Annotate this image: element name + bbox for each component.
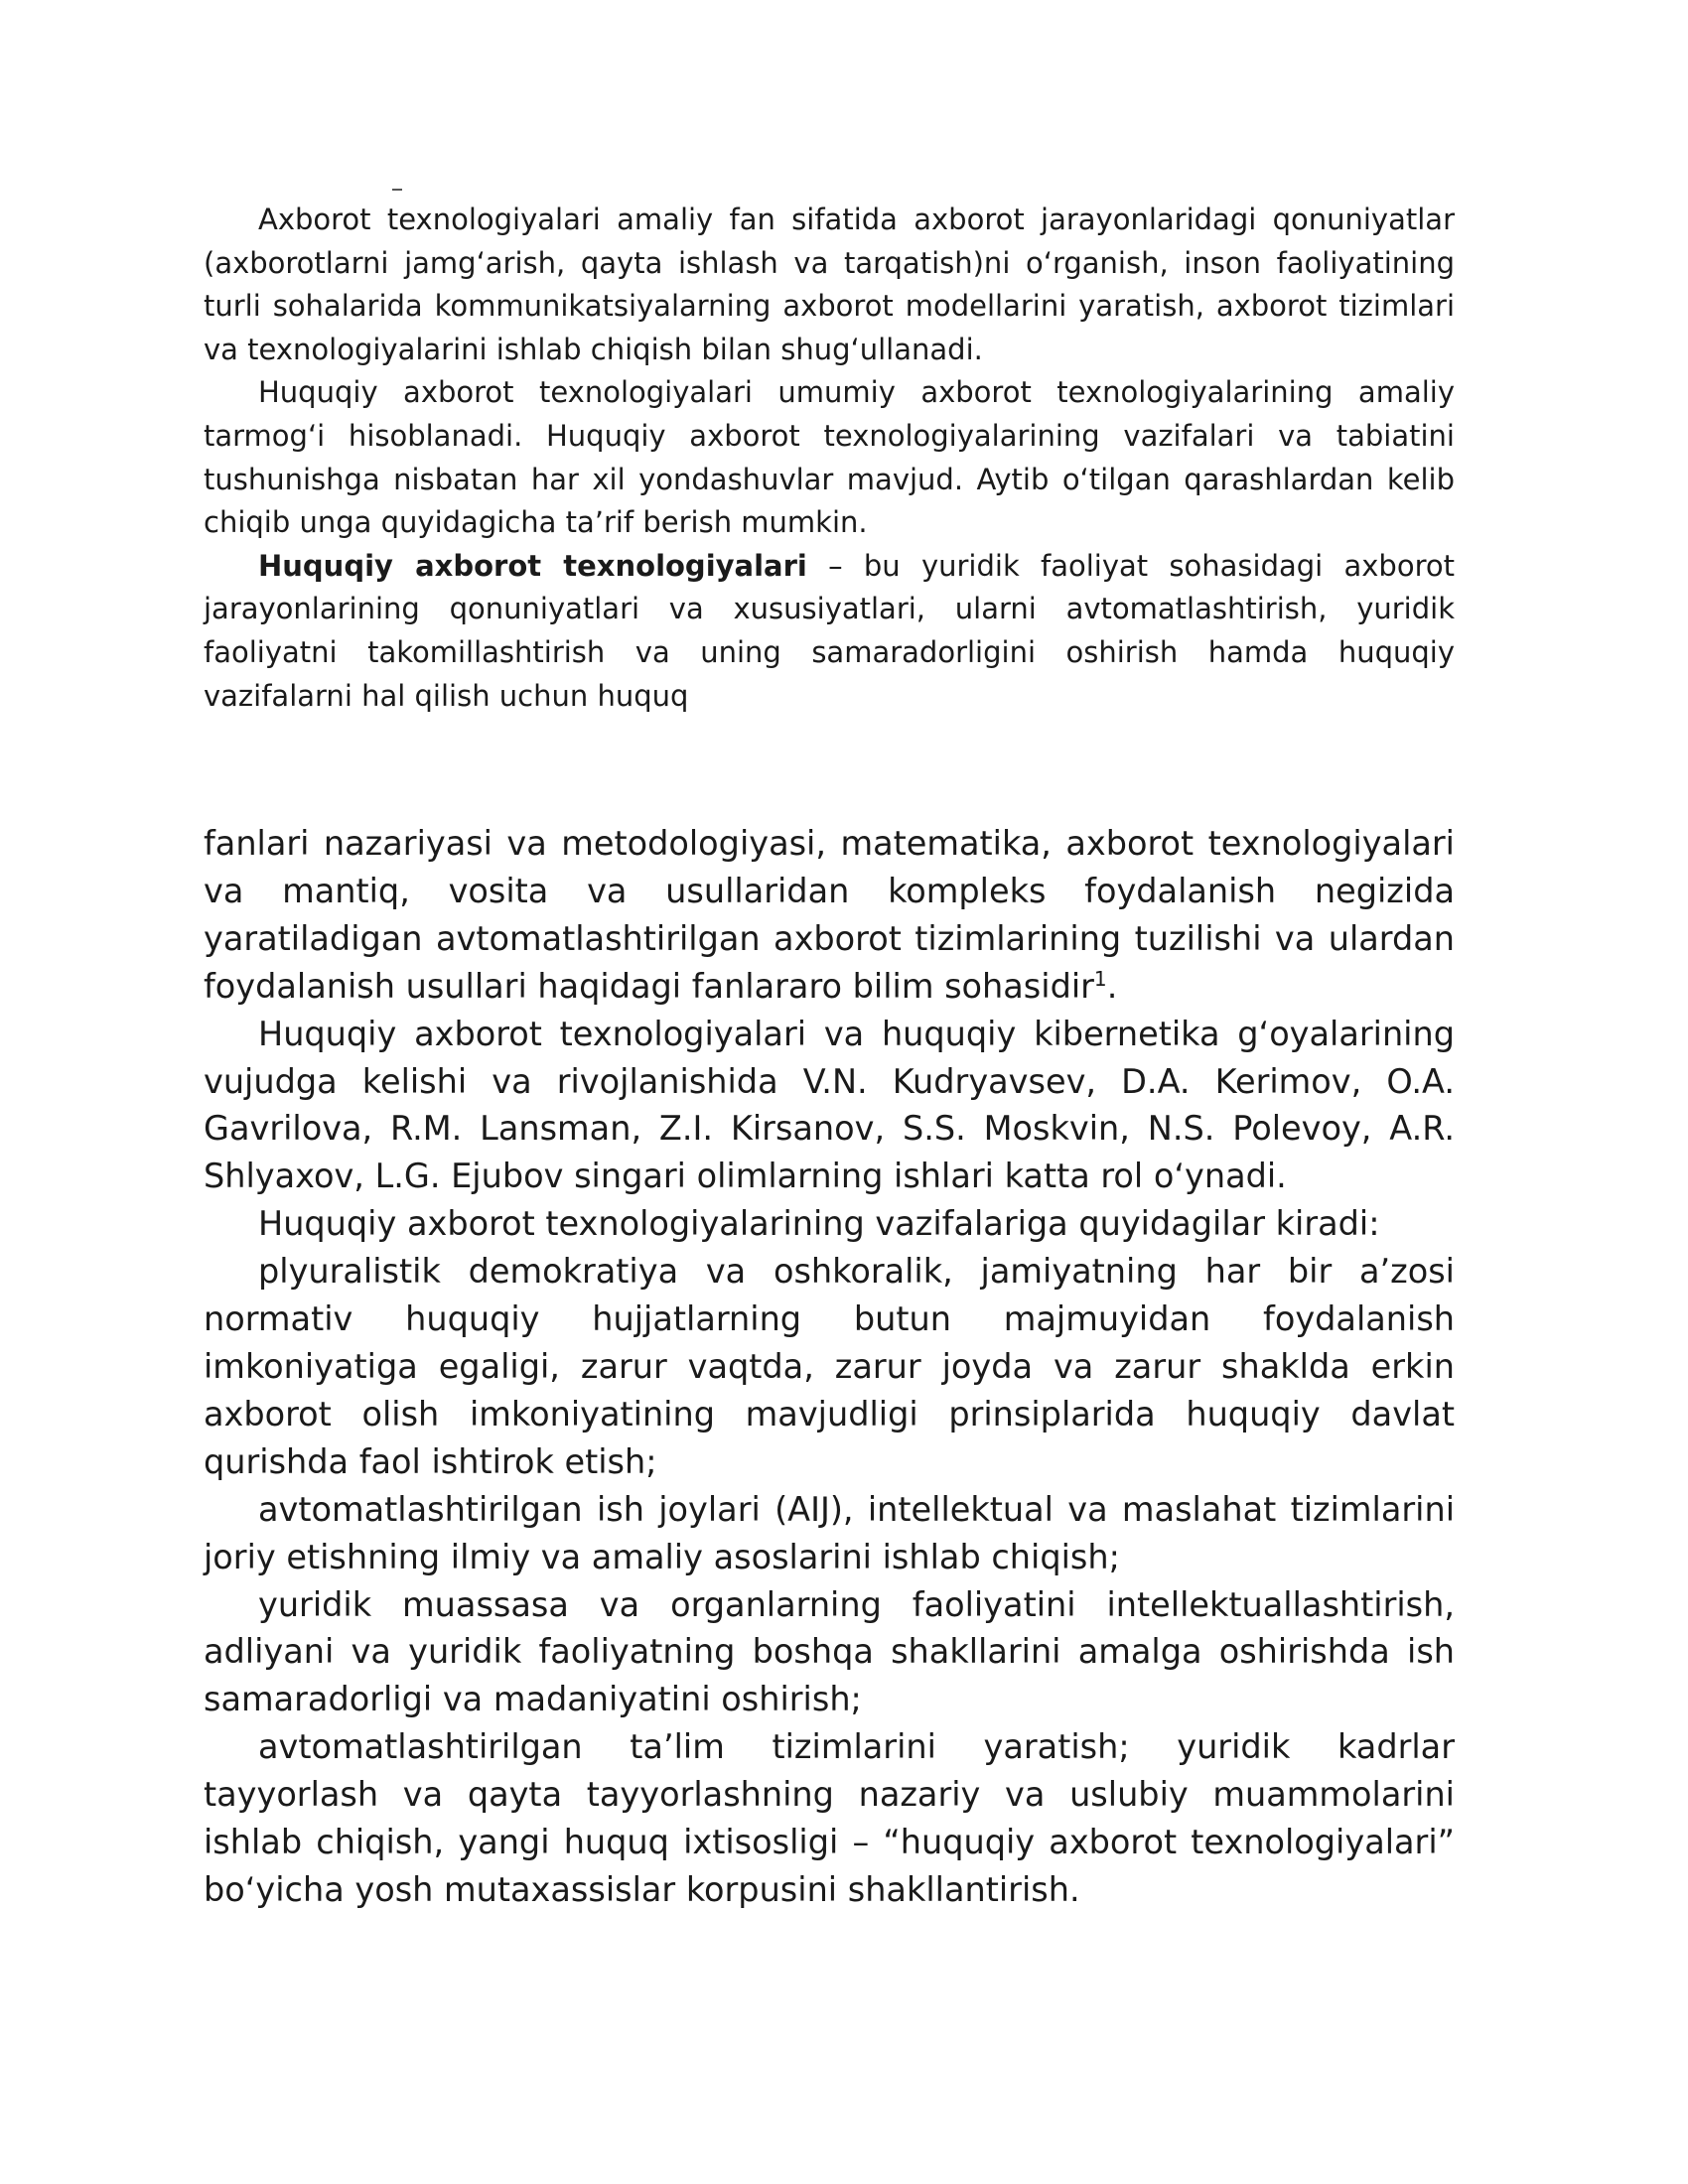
paragraph-task-education: avtomatlashtirilgan ta’lim tizimlarini yaratish; yuridik kadrlar tayyorlash va qayta tayyorlashning nazariy va uslubiy muammolarini ishlab chiqish, yangi huquq ixtisosligi – “huquqiy axborot texnologiyalari” bo‘yicha yosh mutaxassislar korpusini shakllantirish. bbox=[204, 1727, 1455, 1909]
lower-text-block bbox=[204, 820, 1455, 1914]
paragraph-task-workplaces: avtomatlashtirilgan ish joylari (AIJ), intellektual va maslahat tizimlarini joriy etishning ilmiy va amaliy asoslarini ishlab chiqish; bbox=[204, 1489, 1455, 1576]
paragraph-legal-it-branch: Huquqiy axborot texnologiyalari umumiy axborot texnologiyalarining amaliy tarmog‘i hisoblanadi. Huquqiy axborot texnologiyalarining vazifalari va tabiatini tushunishga nisbatan har xil yondashuvlar mavjud. Aytib o‘tilgan qarashlardan kelib chiqib unga quyidagicha ta’rif berish mumkin. bbox=[204, 375, 1455, 540]
paragraph-task-democracy: plyuralistik demokratiya va oshkoralik, jamiyatning har bir a’zosi normativ huquqiy hujjatlarning butun majmuyidan foydalanish imkoniyatiga egaligi, zarur vaqtda, zarur joyda va zarur shaklda erkin axborot olish imkoniyatining mavjudligi prinsiplarida huquqiy davlat qurishda faol ishtirok etish; bbox=[204, 1252, 1455, 1481]
definition-end: . bbox=[1106, 966, 1118, 1006]
footnote-marker[interactable]: 1 bbox=[1093, 966, 1107, 991]
definition-text-top: – bu yuridik faoliyat sohasidagi axborot jarayonlarining qonuniyatlari va xususiyatlari, ularni avtomatlashtirish, yuridik faoliyatni takomillashtirish va uning samaradorligini oshirish hamda huquqiy vazifalarni hal qilish uchun huquq bbox=[204, 548, 1455, 713]
paragraph-scholars: Huquqiy axborot texnologiyalari va huquqiy kibernetika g‘oyalarining vujudga kelishi va rivojlanishida V.N. Kudryavsev, D.A. Kerimov, O.A. Gavrilova, R.M. Lansman, Z.I. Kirsanov, S.S. Moskvin, N.S. Polevoy, A.R. Shlyaxov, L.G. Ejubov singari olimlarning ishlari katta rol o‘ynadi. bbox=[204, 1014, 1455, 1196]
upper-text-block bbox=[204, 199, 1455, 718]
definition-text-bottom: fanlari nazariyasi va metodologiyasi, matematika, axborot texnologiyalari va mantiq, vosita va usullaridan kompleks foydalanish negizida yaratiladigan avtomatlashtirilgan axborot tizimlarining tuzilishi va ulardan foydalanish usullari haqidagi fanlararo bilim sohasidir bbox=[204, 824, 1455, 1006]
paragraph-tasks-intro: Huquqiy axborot texnologiyalarining vazifalariga quyidagilar kiradi: bbox=[258, 1204, 1380, 1244]
paragraph-it-definition: Axborot texnologiyalari amaliy fan sifatida axborot jarayonlaridagi qonuniyatlar (axborotlarni jamg‘arish, qayta ishlash va tarqatish)ni o‘rganish, inson faoliyatining turli sohalarida kommunikatsiyalarning axborot modellarini yaratish, axborot tizimlari va texnologiyalarini ishlab chiqish bilan shug‘ullanadi. bbox=[204, 203, 1455, 366]
paragraph-definition-start bbox=[204, 545, 1455, 718]
paragraph-definition-continued bbox=[204, 820, 1455, 1011]
definition-term: Huquqiy axborot texnologiyalari bbox=[258, 548, 807, 583]
scan-mark bbox=[392, 189, 402, 191]
paragraph-task-intellectualization: yuridik muassasa va organlarning faoliyatini intellektuallashtirish, adliyani va yuridik faoliyatning boshqa shakllarini amalga oshirishda ish samaradorligi va madaniyatini oshirish; bbox=[204, 1584, 1455, 1719]
